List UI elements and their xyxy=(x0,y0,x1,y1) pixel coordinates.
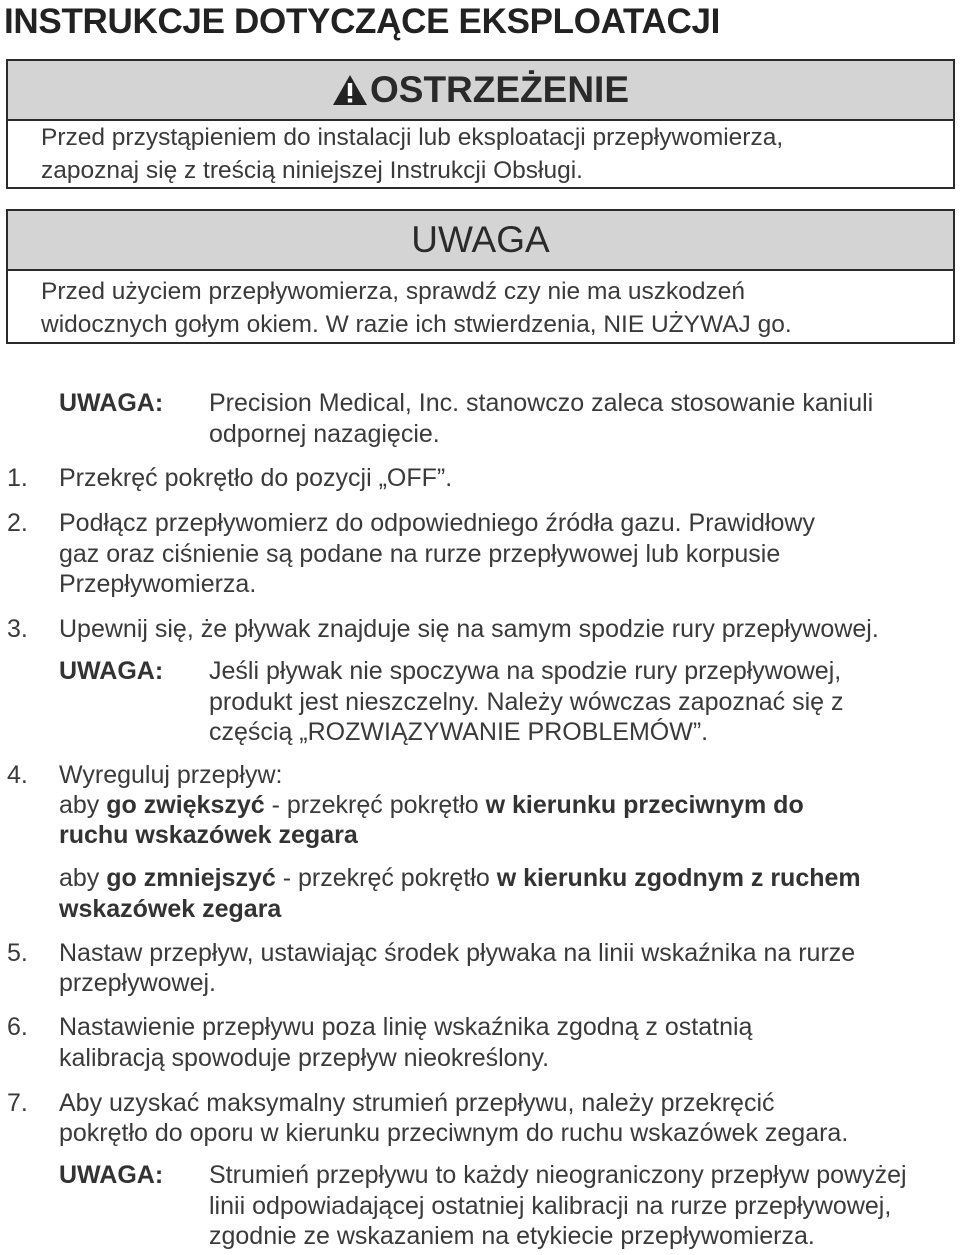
step-text: kalibracją spowoduje przepływ nieokreślony. xyxy=(59,1044,550,1072)
note-line: produkt jest nieszczelny. Należy wówczas zapoznać się z xyxy=(209,688,844,716)
warning-text xyxy=(8,121,953,187)
warning-triangle-icon xyxy=(332,74,368,106)
increase-middle: - przekręć pokrętło xyxy=(264,791,486,819)
warning-header xyxy=(8,61,953,121)
note-line: linii odpowiadającej ostatniej kalibracji na rurze przepływowej, xyxy=(209,1192,892,1220)
step-text: Przekręć pokrętło do pozycji „OFF”. xyxy=(59,464,453,492)
warning-heading: OSTRZEŻENIE xyxy=(369,69,630,110)
step-text: Przepływomierza. xyxy=(59,570,257,598)
caution-line: Przed użyciem przepływomierza, sprawdź czy nie ma uszkodzeń xyxy=(41,278,745,305)
step-number: 5. xyxy=(7,939,28,967)
page-title: INSTRUKCJE DOTYCZĄCE EKSPLOATACJI xyxy=(4,2,721,41)
increase-instruction xyxy=(59,790,804,821)
step-text: gaz oraz ciśnienie są podane na rurze przepływowej lub korpusie xyxy=(59,540,781,568)
note-label: UWAGA: xyxy=(59,1161,164,1189)
step-number: 4. xyxy=(7,761,28,789)
warning-box xyxy=(6,59,955,189)
note-line: Precision Medical, Inc. stanowczo zaleca stosowanie kaniuli xyxy=(209,389,874,417)
step-text: Wyreguluj przepływ: xyxy=(59,761,283,789)
decrease-action: go zmniejszyć xyxy=(106,864,276,892)
note-line: Strumień przepływu to każdy nieograniczony przepływ powyżej xyxy=(209,1161,907,1189)
step-text: przepływowej. xyxy=(59,969,217,997)
caution-heading: UWAGA xyxy=(411,219,550,260)
decrease-prefix: aby xyxy=(59,864,107,892)
note-line: odpornej nazagięcie. xyxy=(209,420,440,448)
note-label: UWAGA: xyxy=(59,657,164,685)
increase-direction: w kierunku przeciwnym do xyxy=(485,791,804,819)
step-number: 6. xyxy=(7,1013,28,1041)
step-text: pokrętło do oporu w kierunku przeciwnym do ruchu wskazówek zegara. xyxy=(59,1119,849,1147)
increase-action: go zwiększyć xyxy=(106,791,265,819)
step-number: 3. xyxy=(7,615,28,643)
step-number: 1. xyxy=(7,464,28,492)
step-text: Nastaw przepływ, ustawiając środek pływaka na linii wskaźnika na rurze xyxy=(59,939,856,967)
caution-header xyxy=(8,211,953,271)
decrease-middle: - przekręć pokrętło xyxy=(275,864,497,892)
decrease-instruction xyxy=(59,863,861,894)
step-number: 2. xyxy=(7,509,28,537)
decrease-direction: w kierunku zgodnym z ruchem xyxy=(496,864,861,892)
step-text: Upewnij się, że pływak znajduje się na samym spodzie rury przepływowej. xyxy=(59,615,879,643)
caution-box xyxy=(6,209,955,344)
step-text: Podłącz przepływomierz do odpowiedniego źródła gazu. Prawidłowy xyxy=(59,509,815,537)
note-line: Jeśli pływak nie spoczywa na spodzie rury przepływowej, xyxy=(209,657,842,685)
note-line: zgodnie ze wskazaniem na etykiecie przepływomierza. xyxy=(209,1222,815,1250)
step-text: Nastawienie przepływu poza linię wskaźnika zgodną z ostatnią xyxy=(59,1013,753,1041)
caution-line: widocznych gołym okiem. W razie ich stwierdzenia, NIE UŻYWAJ go. xyxy=(41,311,792,338)
warning-line: Przed przystąpieniem do instalacji lub eksploatacji przepływomierza, xyxy=(41,124,784,151)
step-text: Aby uzyskać maksymalny strumień przepływu, należy przekręcić xyxy=(59,1089,775,1117)
warning-line: zapoznaj się z treścią niniejszej Instrukcji Obsługi. xyxy=(41,157,583,184)
note-label: UWAGA: xyxy=(59,389,164,417)
caution-text xyxy=(8,271,953,341)
increase-prefix: aby xyxy=(59,791,107,819)
decrease-direction-cont: wskazówek zegara xyxy=(59,895,282,923)
note-line: częścią „ROZWIĄZYWANIE PROBLEMÓW”. xyxy=(209,718,709,746)
step-number: 7. xyxy=(7,1089,28,1117)
increase-direction-cont: ruchu wskazówek zegara xyxy=(59,821,358,849)
